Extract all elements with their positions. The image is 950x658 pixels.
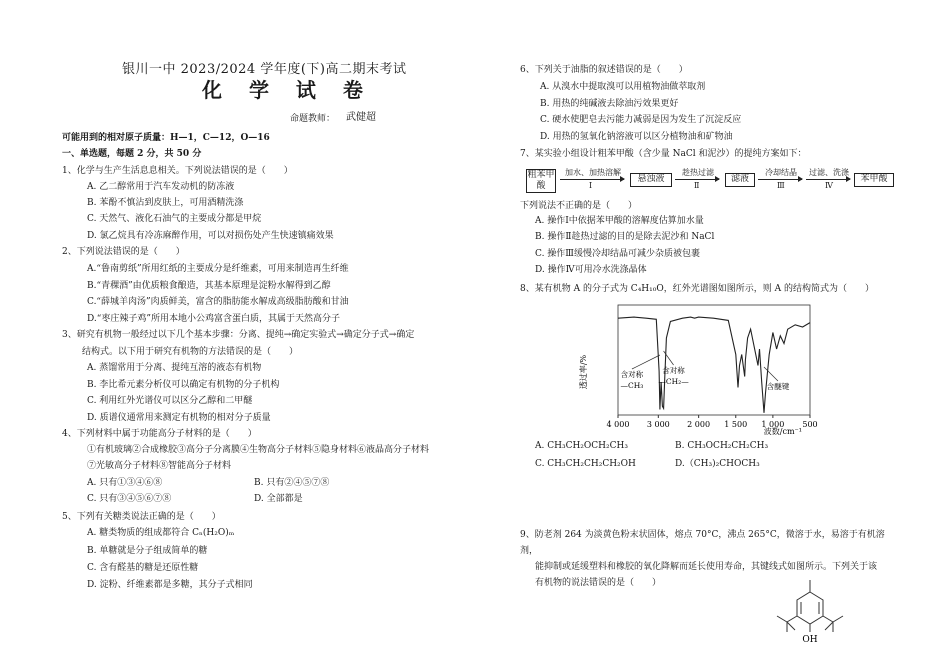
ir-x-tick-label: 1 500 [724, 420, 748, 429]
q7-stem: 7、某实验小组设计粗苯甲酸（含少量 NaCl 和泥沙）的提纯方案如下： [520, 149, 807, 159]
q8-option-a: A. CH₃CH₂OCH₂CH₃ [535, 441, 628, 451]
flow-box-product: 苯甲酸 [854, 173, 894, 187]
flow-step-4-label: 过滤、洗涤 [809, 168, 849, 177]
q4-option-d: D. 全部都是 [254, 494, 303, 504]
flow-step-3-num: Ⅲ [777, 181, 785, 190]
bht-structure-diagram [765, 572, 855, 652]
ir-x-axis-label: 波数/cm⁻¹ [763, 427, 802, 436]
q1-option-d: D. 氯乙烷具有冷冻麻醉作用，可以对损伤处产生快速镇痛效果 [87, 231, 334, 241]
q2-option-d: D.“枣庄辣子鸡”所用本地小公鸡富含蛋白质，其属于天然高分子 [87, 314, 340, 324]
q7-option-d: D. 操作Ⅳ可用冷水洗涤晶体 [535, 265, 647, 275]
q6-option-a: A. 从溴水中提取溴可以用植物油做萃取剂 [540, 82, 706, 92]
q2-option-b: B.“青稞酒”由优质粮食酿造，其基本原理是淀粉水解得到乙醇 [87, 281, 331, 291]
ir-spectrum-line [618, 317, 810, 413]
q1-option-b: B. 苯酚不慎沾到皮肤上，可用酒精洗涤 [87, 198, 244, 208]
flow-step-4-num: Ⅳ [825, 181, 833, 190]
q5-option-c: C. 含有醛基的糖是还原性糖 [87, 563, 199, 573]
q1-stem: 1、化学与生产生活息息相关。下列说法错误的是（ ） [62, 166, 293, 176]
flow-box-crude: 粗苯甲酸 [527, 170, 555, 191]
ir-annotation-pointer [764, 367, 778, 381]
q9-line-2: 能抑制或延缓塑料和橡胶的氧化降解而延长使用寿命，其键线式如图所示。下列关于该 [535, 562, 878, 572]
q7-option-b: B. 操作Ⅱ趁热过滤的目的是除去泥沙和 NaCl [535, 232, 715, 242]
q2-option-c: C.“薛城羊肉汤”肉质鲜美，富含的脂肪能水解成高级脂肪酸和甘油 [87, 297, 349, 307]
q3-option-c: C. 利用红外光谱仪可以区分乙醇和二甲醚 [87, 396, 253, 406]
ir-annotation: 含对称 [620, 370, 644, 379]
q8-stem: 8、某有机物 A 的分子式为 C₄H₁₀O，红外光谱图如图所示，则 A 的结构简式为（ ） [520, 284, 874, 294]
q3-option-d: D. 质谱仪通常用来测定有机物的相对分子质量 [87, 413, 271, 423]
q3-stem-2: 结构式。以下用于研究有机物的方法错误的是（ ） [82, 347, 299, 357]
ir-x-tick-label: 4 000 [606, 420, 630, 429]
q8-option-b: B. CH₃OCH₂CH₂CH₃ [675, 441, 769, 451]
q1-option-c: C. 天然气、液化石油气的主要成分都是甲烷 [87, 214, 262, 224]
q4-option-b: B. 只有②④⑤⑦⑧ [254, 478, 330, 488]
subject-title: 化 学 试 卷 [202, 78, 373, 102]
q4-stem-2: ①有机玻璃②合成橡胶③高分子分离膜④生物高分子材料⑤隐身材料⑥液晶高分子材料 [87, 445, 430, 455]
author-label: 命题教师： [290, 114, 336, 124]
flow-arrow-2 [675, 179, 719, 180]
flow-step-1-num: Ⅰ [589, 181, 593, 190]
ir-x-tick-label: 3 000 [646, 420, 670, 429]
q1-option-a: A. 乙二醇常用于汽车发动机的防冻液 [87, 182, 235, 192]
exam-title: 银川一中 2023/2024 学年度(下)高二期末考试 [122, 62, 407, 77]
section-heading: 一、单选题，每题 2 分，共 50 分 [62, 149, 202, 159]
q9-line-1: 9、防老剂 264 为淡黄色粉末状固体，熔点 70°C，沸点 265°C，微溶于水，易溶于有机溶 [520, 530, 885, 540]
flow-arrow-1 [560, 179, 624, 180]
ir-annotation-group: —CH₂— [658, 377, 689, 386]
q4-option-a: A. 只有①③④⑥⑧ [87, 478, 163, 488]
flow-step-1-label: 加水、加热溶解 [565, 168, 621, 177]
ir-annotation-group: —CH₃ [620, 381, 644, 390]
q5-option-b: B. 单糖就是分子组成简单的糖 [87, 546, 208, 556]
q6-option-c: C. 硬水使肥皂去污能力减弱是因为发生了沉淀反应 [540, 115, 742, 125]
ir-spectrum-chart [560, 297, 830, 437]
flow-arrow-4 [806, 179, 850, 180]
q4-option-c: C. 只有③④⑤⑥⑦⑧ [87, 494, 172, 504]
q7-sub-stem: 下列说法不正确的是（ ） [520, 201, 638, 211]
q3-option-a: A. 蒸馏常用于分离、提纯互溶的液态有机物 [87, 363, 262, 373]
flow-box-filtrate: 滤液 [725, 173, 755, 187]
flow-step-3-label: 冷却结晶 [765, 168, 797, 177]
q3-stem: 3、研究有机物一般经过以下几个基本步骤：分离、提纯→确定实验式→确定分子式→确定 [62, 330, 415, 340]
q8-option-c: C. CH₃CH₂CH₂CH₂OH [535, 459, 636, 469]
ir-x-tick-label: 1 000 [761, 420, 785, 429]
q9-line-1b: 剂， [520, 546, 539, 556]
q6-option-d: D. 用热的氢氧化钠溶液可以区分植物油和矿物油 [540, 132, 733, 142]
q5-option-a: A. 糖类物质的组成都符合 Cₙ(H₂O)ₘ [87, 528, 235, 538]
q7-option-c: C. 操作Ⅲ缓慢冷却结晶可减少杂质被包裹 [535, 249, 700, 259]
flow-step-2-num: Ⅱ [694, 181, 700, 190]
q7-option-a: A. 操作Ⅰ中依据苯甲酸的溶解度估算加水量 [535, 216, 704, 226]
q4-stem-3: ⑦光敏高分子材料⑧智能高分子材料 [87, 461, 232, 471]
ir-annotation: 含对称 [662, 366, 685, 375]
author-name: 武健超 [346, 112, 376, 123]
q6-option-b: B. 用热的纯碱液去除油污效果更好 [540, 99, 679, 109]
q5-option-d: D. 淀粉、纤维素都是多糖，其分子式相同 [87, 580, 253, 590]
q8-option-d: D.（CH₃)₂CHOCH₃ [675, 459, 760, 469]
ir-annotation-pointer [632, 355, 660, 369]
flow-box-suspension: 悬浊液 [630, 173, 672, 187]
q9-line-3: 有机物的说法错误的是（ ） [535, 578, 662, 588]
q2-stem: 2、下列说法错误的是（ ） [62, 247, 185, 257]
atomic-masses: 可能用到的相对原子质量：H—1，C—12，O—16 [62, 133, 270, 143]
q5-stem: 5、下列有关糖类说法正确的是（ ） [62, 512, 221, 522]
q4-stem: 4、下列材料中属于功能高分子材料的是（ ） [62, 429, 257, 439]
ir-plot-frame [618, 305, 810, 415]
q6-stem: 6、下列关于油脂的叙述错误的是（ ） [520, 65, 688, 75]
q3-option-b: B. 李比希元素分析仪可以确定有机物的分子机构 [87, 380, 280, 390]
flow-arrow-3 [758, 179, 802, 180]
ir-x-tick-label: 2 000 [687, 420, 711, 429]
ir-y-axis-label: 透过率/% [579, 354, 588, 390]
ir-x-tick-label: 500 [802, 420, 818, 429]
ir-annotation: 含醚键 [766, 382, 790, 391]
flow-step-2-label: 趁热过滤 [682, 168, 714, 177]
q2-option-a: A.“鲁南剪纸”所用红纸的主要成分是纤维素，可用来制造再生纤维 [87, 264, 349, 274]
oh-label: OH [802, 635, 818, 645]
